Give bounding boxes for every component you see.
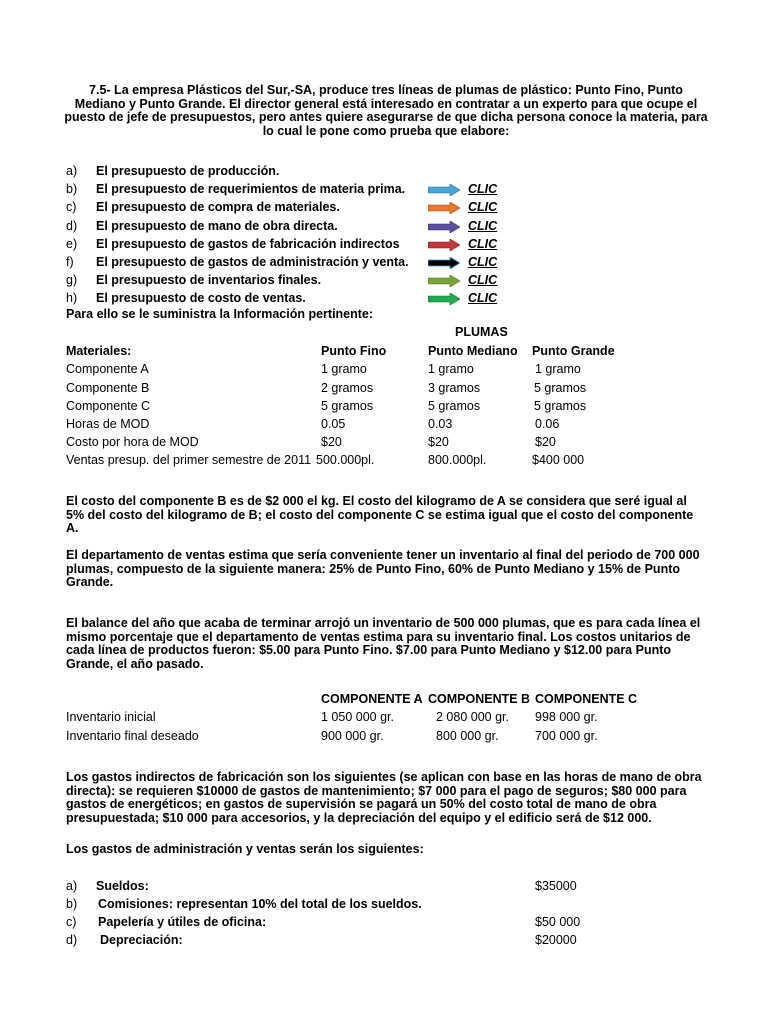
table-header: Materiales: bbox=[66, 344, 132, 358]
table-header: Punto Mediano bbox=[428, 344, 518, 358]
table-cell: $20 bbox=[428, 435, 449, 449]
task-text: El presupuesto de inventarios finales. bbox=[96, 273, 322, 288]
table-cell: 5 gramos bbox=[534, 381, 587, 395]
table-header: COMPONENTE A bbox=[321, 692, 423, 706]
task-item-b bbox=[66, 180, 706, 198]
task-text: El presupuesto de compra de materiales. bbox=[96, 200, 340, 215]
table-cell: Horas de MOD bbox=[66, 417, 150, 431]
admin-amount: $35000 bbox=[535, 879, 577, 893]
table-cell: Costo por hora de MOD bbox=[66, 435, 199, 449]
table-cell: Inventario final deseado bbox=[66, 729, 199, 743]
table-cell: 1 gramo bbox=[535, 362, 581, 376]
task-letter: d) bbox=[66, 218, 78, 233]
arrow-right-icon[interactable] bbox=[428, 221, 460, 233]
task-text: El presupuesto de requerimientos de materia prima. bbox=[96, 182, 406, 197]
task-letter: f) bbox=[66, 254, 74, 269]
table-cell: $20 bbox=[535, 435, 556, 449]
table-cell: 998 000 gr. bbox=[535, 710, 598, 724]
task-item-c bbox=[66, 198, 706, 216]
table-cell: Componente B bbox=[66, 381, 150, 395]
table-header: COMPONENTE C bbox=[535, 692, 638, 706]
table-cell: 1 050 000 gr. bbox=[321, 710, 394, 724]
task-item-f bbox=[66, 253, 706, 271]
table-cell: 5 gramos bbox=[321, 399, 374, 413]
table-cell: Componente C bbox=[66, 399, 151, 413]
admin-text: Depreciación: bbox=[100, 933, 183, 947]
clic-link-c[interactable]: CLIC bbox=[468, 200, 498, 215]
clic-link-b[interactable]: CLIC bbox=[468, 182, 498, 197]
paragraph-opening-balance: El balance del año que acaba de terminar arrojó un inventario de 500 000 plumas, que es para cada línea el mismo porcentaje que el departamento de ventas estima para su inventario final. Los costos unitarios de cada línea de productos fueron: $5.00 para Punto Fino. $7.00 para Punto Mediano y $12.00 para Punto Grande, el año pasado. bbox=[66, 616, 701, 671]
clic-link-e[interactable]: CLIC bbox=[468, 236, 498, 251]
task-item-a bbox=[66, 162, 706, 180]
table-cell: 2 080 000 gr. bbox=[436, 710, 509, 724]
clic-link-f[interactable]: CLIC bbox=[468, 254, 498, 269]
task-letter: e) bbox=[66, 236, 78, 251]
table-cell: 3 gramos bbox=[428, 381, 481, 395]
table-cell: 1 gramo bbox=[428, 362, 474, 376]
supply-line: Para ello se le suministra la Información pertinente: bbox=[66, 307, 374, 321]
table-cell: Componente A bbox=[66, 362, 149, 376]
table-cell: 800.000pl. bbox=[428, 453, 487, 467]
admin-letter: b) bbox=[66, 897, 78, 911]
table-cell: 5 gramos bbox=[534, 399, 587, 413]
paragraph-component-costs: El costo del componente B es de $2 000 el kg. El costo del kilogramo de A se considera que seré igual al 5% del costo del kilogramo de B; el costo del componente C se estima igual que el costo del componente A. bbox=[66, 494, 694, 535]
table-cell: 700 000 gr. bbox=[535, 729, 598, 743]
admin-amount: $50 000 bbox=[535, 915, 581, 929]
table-cell: Inventario inicial bbox=[66, 710, 156, 724]
admin-text: Papelería y útiles de oficina: bbox=[98, 915, 267, 929]
paragraph-final-inventory: El departamento de ventas estima que sería conveniente tener un inventario al final del periodo de 700 000 plumas, compuesto de la siguiente manera: 25% de Punto Fino, 60% de Punto Mediano y 15% de Punto Grande. bbox=[66, 548, 700, 589]
arrow-right-icon[interactable] bbox=[428, 257, 460, 269]
table-cell: 0.06 bbox=[535, 417, 560, 431]
clic-link-h[interactable]: CLIC bbox=[468, 291, 498, 306]
paragraph-overhead: Los gastos indirectos de fabricación son los siguientes (se aplican con base en las horas de mano de obra directa): se requieren $10000 de gastos de mantenimiento; $7 000 para el pago de seguros; $80 000 para gastos de energéticos; en gastos de supervisión se pagará un 50% del costo total de mano de obra presupuestada; $10 000 para accesorios, y la depreciación del equipo y el edificio será de $12 000. bbox=[66, 770, 702, 825]
problem-intro: 7.5- La empresa Plásticos del Sur,-SA, produce tres líneas de plumas de plástico: Punto Fino, Punto Mediano y Punto Grande. El director general está interesado en contratar a un experto para que ocupe el puesto de jefe de presupuestos, pero antes quiere asegurarse de que dicha persona conoce la materia, para lo cual le pone como prueba que elabore: bbox=[64, 83, 708, 138]
table-header: COMPONENTE B bbox=[428, 692, 531, 706]
table-cell: 500.000pl. bbox=[316, 453, 375, 467]
admin-letter: a) bbox=[66, 879, 78, 893]
admin-letter: c) bbox=[66, 915, 77, 929]
task-item-d bbox=[66, 217, 706, 235]
admin-text: Sueldos: bbox=[96, 879, 149, 893]
table-header: Punto Grande bbox=[532, 344, 615, 358]
table-cell: Ventas presup. del primer semestre de 2011 bbox=[66, 453, 312, 467]
table-cell: 0.05 bbox=[321, 417, 346, 431]
task-letter: h) bbox=[66, 291, 78, 306]
task-text: El presupuesto de mano de obra directa. bbox=[96, 218, 338, 233]
admin-amount: $20000 bbox=[535, 933, 577, 947]
table-cell: $20 bbox=[321, 435, 342, 449]
arrow-right-icon[interactable] bbox=[428, 275, 460, 287]
table-cell: $400 000 bbox=[532, 453, 585, 467]
task-item-g bbox=[66, 271, 706, 289]
arrow-right-icon[interactable] bbox=[428, 202, 460, 214]
task-text: El presupuesto de producción. bbox=[96, 164, 280, 178]
arrow-right-icon[interactable] bbox=[428, 184, 460, 196]
task-text: El presupuesto de gastos de fabricación indirectos bbox=[96, 236, 400, 251]
table-cell: 900 000 gr. bbox=[321, 729, 384, 743]
task-letter: c) bbox=[66, 200, 77, 215]
admin-title: Los gastos de administración y ventas serán los siguientes: bbox=[66, 842, 424, 856]
table-cell: 1 gramo bbox=[321, 362, 367, 376]
task-item-h bbox=[66, 289, 706, 307]
table-header: Punto Fino bbox=[321, 344, 387, 358]
group-header: PLUMAS bbox=[455, 325, 508, 339]
admin-text: Comisiones: representan 10% del total de los sueldos. bbox=[98, 897, 422, 911]
task-letter: b) bbox=[66, 182, 78, 197]
table-cell: 5 gramos bbox=[428, 399, 481, 413]
task-item-e bbox=[66, 235, 706, 253]
task-text: El presupuesto de gastos de administración y venta. bbox=[96, 254, 409, 269]
admin-letter: d) bbox=[66, 933, 78, 947]
arrow-right-icon[interactable] bbox=[428, 293, 460, 305]
task-list bbox=[66, 162, 706, 308]
task-letter: g) bbox=[66, 273, 78, 288]
table-cell: 2 gramos bbox=[321, 381, 374, 395]
task-letter: a) bbox=[66, 164, 78, 178]
table-cell: 0.03 bbox=[428, 417, 453, 431]
task-text: El presupuesto de costo de ventas. bbox=[96, 291, 306, 306]
clic-link-g[interactable]: CLIC bbox=[468, 273, 498, 288]
table-cell: 800 000 gr. bbox=[436, 729, 499, 743]
clic-link-d[interactable]: CLIC bbox=[468, 218, 498, 233]
arrow-right-icon[interactable] bbox=[428, 239, 460, 251]
